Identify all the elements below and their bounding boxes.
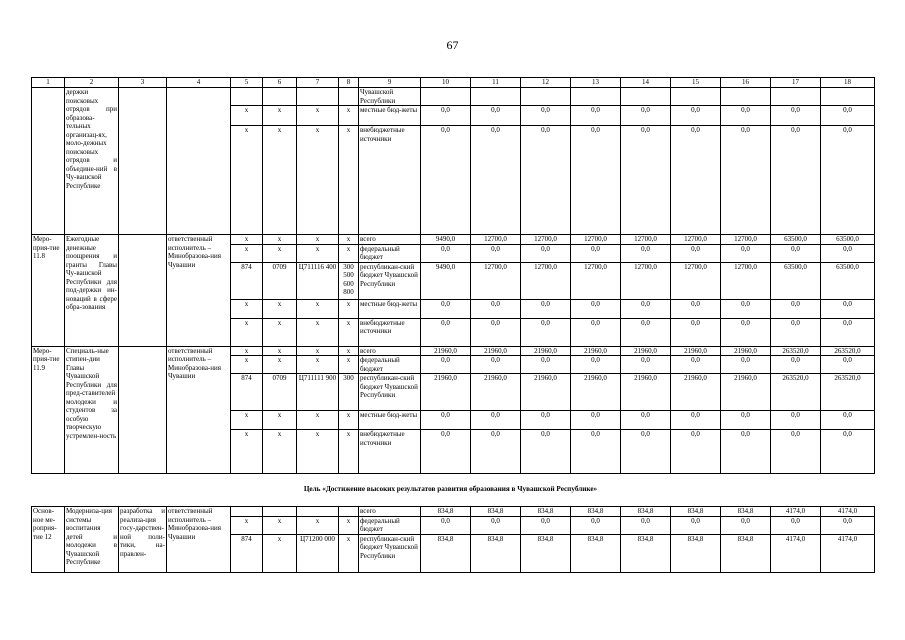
cell-amount: 834,8 [721, 507, 771, 517]
cell-amount: 0,0 [471, 244, 521, 262]
measure-goal [119, 346, 167, 474]
cell-amount: 0,0 [571, 106, 621, 126]
cell-expense-code [339, 507, 359, 517]
column-number: 9 [359, 78, 421, 88]
cell-amount: 21960,0 [471, 374, 521, 411]
cell-amount: 834,8 [721, 534, 771, 572]
cell-amount: 0,0 [471, 318, 521, 346]
cell-amount: 0,0 [821, 411, 875, 430]
cell-amount: 0,0 [571, 318, 621, 346]
cell-gr-code: x [231, 106, 263, 126]
cell-amount: 21960,0 [721, 374, 771, 411]
cell-funding-source: всего [359, 507, 421, 517]
column-number: 3 [119, 78, 167, 88]
column-number: 17 [771, 78, 821, 88]
cell-amount: 0,0 [571, 430, 621, 474]
cell-gr-code: 874 [231, 374, 263, 411]
cell-amount: 0,0 [521, 516, 571, 534]
cell-amount [721, 88, 771, 106]
cell-target-code: x [297, 411, 339, 430]
cell-section-code [263, 88, 297, 106]
cell-amount: 0,0 [821, 430, 875, 474]
cell-amount: 0,0 [821, 356, 875, 374]
measure-name: держки поисковых отрядов при образова-тельных организац-ях, моло-дежных поисковых отрядов и объедине-ний в Чу-вашской Республике [65, 88, 119, 235]
column-number: 10 [421, 78, 471, 88]
cell-amount: 21960,0 [571, 374, 621, 411]
column-number: 11 [471, 78, 521, 88]
table-row [32, 346, 875, 356]
cell-amount: 0,0 [571, 244, 621, 262]
cell-amount: 21960,0 [521, 374, 571, 411]
cell-amount: 0,0 [421, 318, 471, 346]
cell-funding-source: федеральный бюджет [359, 244, 421, 262]
cell-amount [821, 88, 875, 106]
cell-amount: 0,0 [771, 244, 821, 262]
measure-goal [119, 235, 167, 347]
cell-amount: 0,0 [671, 244, 721, 262]
cell-amount: 834,8 [421, 507, 471, 517]
measure-name: Ежегодные денежные поощрения и гранты Главы Чу-вашской Республики для под-держки ин-новаций в сфере обра-зования [65, 235, 119, 347]
cell-section-code: x [263, 411, 297, 430]
measure-name: Специаль-ные стипен-дии Главы Чувашской Республики для пред-ставителей молодежи и студентов за особую творческую устремлен-ность [65, 346, 119, 474]
cell-amount: 834,8 [471, 507, 521, 517]
cell-expense-code: x [339, 411, 359, 430]
cell-amount: 0,0 [721, 244, 771, 262]
cell-gr-code: x [231, 356, 263, 374]
cell-amount: 834,8 [571, 507, 621, 517]
cell-amount: 12700,0 [671, 235, 721, 245]
measure-name: Модерниза-ция системы воспитания детей и молодежи в Чувашской Республике [65, 507, 119, 573]
cell-amount: 0,0 [421, 516, 471, 534]
cell-amount: 834,8 [671, 534, 721, 572]
cell-amount [471, 88, 521, 106]
cell-amount: 12700,0 [721, 235, 771, 245]
cell-amount: 0,0 [821, 106, 875, 126]
cell-amount: 0,0 [521, 356, 571, 374]
cell-funding-source: внебюджетные источники [359, 126, 421, 235]
cell-amount: 0,0 [621, 106, 671, 126]
cell-gr-code: x [231, 235, 263, 245]
measure-goal: разработка и реализа-ция госу-дарствен-ной поли-тики, на-правлен- [119, 507, 167, 573]
cell-target-code: x [297, 235, 339, 245]
cell-amount: 4174,0 [821, 507, 875, 517]
cell-amount: 834,8 [421, 534, 471, 572]
cell-amount: 21960,0 [421, 346, 471, 356]
cell-amount: 0,0 [721, 516, 771, 534]
cell-amount: 0,0 [471, 516, 521, 534]
cell-amount: 0,0 [771, 126, 821, 235]
cell-section-code: 0709 [263, 262, 297, 299]
cell-funding-source: всего [359, 346, 421, 356]
column-number: 16 [721, 78, 771, 88]
cell-amount [571, 88, 621, 106]
cell-expense-code: x [339, 318, 359, 346]
cell-amount: 12700,0 [621, 262, 671, 299]
cell-target-code: x [297, 516, 339, 534]
cell-amount: 0,0 [521, 299, 571, 318]
measure-goal [119, 88, 167, 235]
cell-amount: 834,8 [571, 534, 621, 572]
column-number: 14 [621, 78, 671, 88]
cell-target-code: x [297, 346, 339, 356]
cell-amount: 0,0 [621, 244, 671, 262]
cell-funding-source: республикан-ский бюджет Чувашской Республики [359, 374, 421, 411]
cell-gr-code: 874 [231, 262, 263, 299]
cell-amount: 12700,0 [621, 235, 671, 245]
cell-target-code: Ц71200 000 [297, 534, 339, 572]
cell-amount: 0,0 [771, 516, 821, 534]
cell-amount: 0,0 [671, 126, 721, 235]
column-number: 6 [263, 78, 297, 88]
cell-amount: 4174,0 [771, 507, 821, 517]
cell-amount: 12700,0 [471, 235, 521, 245]
column-number: 13 [571, 78, 621, 88]
cell-funding-source: местные бюд-жеты [359, 106, 421, 126]
column-number: 18 [821, 78, 875, 88]
cell-amount: 0,0 [421, 411, 471, 430]
cell-amount: 834,8 [671, 507, 721, 517]
cell-expense-code: x [339, 235, 359, 245]
measure-number: Основ-ное ме-роприя-тие 12 [32, 507, 65, 573]
measure-number: Меро-прия-тие 11.8 [32, 235, 65, 347]
cell-amount [521, 88, 571, 106]
cell-amount: 63500,0 [771, 235, 821, 245]
cell-gr-code: 874 [231, 534, 263, 572]
cell-amount: 0,0 [571, 126, 621, 235]
cell-amount: 0,0 [621, 516, 671, 534]
cell-amount: 12700,0 [471, 262, 521, 299]
cell-amount: 0,0 [721, 356, 771, 374]
cell-amount: 0,0 [571, 411, 621, 430]
cell-amount: 0,0 [621, 430, 671, 474]
cell-amount: 0,0 [721, 430, 771, 474]
cell-amount: 0,0 [771, 356, 821, 374]
cell-amount: 834,8 [521, 507, 571, 517]
cell-expense-code: x [339, 126, 359, 235]
cell-target-code [297, 507, 339, 517]
cell-section-code: x [263, 356, 297, 374]
cell-amount: 21960,0 [621, 346, 671, 356]
cell-target-code: x [297, 356, 339, 374]
cell-amount: 0,0 [471, 411, 521, 430]
cell-amount: 0,0 [771, 299, 821, 318]
cell-amount: 4174,0 [771, 534, 821, 572]
cell-amount: 21960,0 [421, 374, 471, 411]
cell-gr-code: x [231, 318, 263, 346]
cell-amount: 0,0 [771, 411, 821, 430]
cell-amount: 0,0 [721, 106, 771, 126]
cell-section-code: x [263, 534, 297, 572]
cell-funding-source: внебюджетные источники [359, 430, 421, 474]
cell-amount: 0,0 [471, 430, 521, 474]
cell-gr-code: x [231, 346, 263, 356]
cell-section-code: x [263, 346, 297, 356]
cell-amount: 0,0 [521, 430, 571, 474]
cell-amount: 0,0 [471, 106, 521, 126]
column-number: 15 [671, 78, 721, 88]
cell-amount: 0,0 [671, 106, 721, 126]
cell-amount: 0,0 [721, 318, 771, 346]
cell-expense-code: x [339, 430, 359, 474]
cell-amount: 21960,0 [721, 346, 771, 356]
cell-amount [771, 88, 821, 106]
cell-expense-code [339, 88, 359, 106]
cell-gr-code: x [231, 299, 263, 318]
cell-amount: 834,8 [471, 534, 521, 572]
cell-amount: 63500,0 [821, 235, 875, 245]
cell-amount: 0,0 [471, 126, 521, 235]
cell-amount: 12700,0 [521, 262, 571, 299]
cell-section-code: x [263, 106, 297, 126]
cell-target-code [297, 88, 339, 106]
cell-gr-code [231, 507, 263, 517]
cell-amount: 0,0 [671, 430, 721, 474]
cell-amount: 263520,0 [771, 374, 821, 411]
cell-section-code: x [263, 126, 297, 235]
cell-amount: 63500,0 [771, 262, 821, 299]
measure-number: Меро-прия-тие 11.9 [32, 346, 65, 474]
cell-amount: 0,0 [721, 411, 771, 430]
cell-target-code: x [297, 244, 339, 262]
cell-amount: 0,0 [671, 411, 721, 430]
cell-expense-code: x [339, 346, 359, 356]
cell-amount: 0,0 [421, 126, 471, 235]
cell-amount: 4174,0 [821, 534, 875, 572]
program-table-goal [31, 506, 875, 573]
cell-funding-source: Чувашской Республики [359, 88, 421, 106]
cell-amount: 0,0 [821, 318, 875, 346]
page-number: 67 [446, 38, 459, 52]
goal-heading: Цель «Достижение высоких результатов развития образования в Чувашской Республике» [303, 485, 598, 493]
cell-gr-code: x [231, 411, 263, 430]
program-table [31, 77, 875, 474]
cell-amount: 0,0 [671, 516, 721, 534]
measure-executor: ответственный исполнитель – Минобразова-ния Чувашии [167, 507, 231, 573]
cell-expense-code: x [339, 534, 359, 572]
cell-funding-source: республикан-ский бюджет Чувашской Республики [359, 534, 421, 572]
cell-amount [421, 88, 471, 106]
cell-funding-source: внебюджетные источники [359, 318, 421, 346]
cell-amount: 0,0 [521, 244, 571, 262]
cell-amount: 0,0 [571, 516, 621, 534]
cell-amount: 0,0 [821, 516, 875, 534]
cell-amount: 0,0 [621, 299, 671, 318]
cell-amount: 0,0 [821, 126, 875, 235]
cell-expense-code: x [339, 299, 359, 318]
cell-amount: 0,0 [821, 244, 875, 262]
cell-amount: 21960,0 [521, 346, 571, 356]
cell-gr-code [231, 88, 263, 106]
cell-expense-code: 300 500 600 800 [339, 262, 359, 299]
cell-section-code: x [263, 516, 297, 534]
cell-amount: 0,0 [771, 430, 821, 474]
cell-amount: 0,0 [621, 411, 671, 430]
cell-amount: 0,0 [421, 244, 471, 262]
cell-amount: 0,0 [421, 106, 471, 126]
cell-expense-code: x [339, 356, 359, 374]
cell-amount: 12700,0 [671, 262, 721, 299]
cell-amount: 63500,0 [821, 262, 875, 299]
cell-amount: 0,0 [621, 318, 671, 346]
table-row [32, 88, 875, 106]
cell-amount: 0,0 [771, 318, 821, 346]
column-number: 4 [167, 78, 231, 88]
table-row [32, 507, 875, 517]
cell-expense-code: x [339, 106, 359, 126]
cell-amount: 9490,0 [421, 235, 471, 245]
measure-executor: ответственный исполнитель – Минобразова-ния Чувашии [167, 235, 231, 347]
cell-section-code: x [263, 299, 297, 318]
cell-gr-code: x [231, 430, 263, 474]
cell-amount: 0,0 [471, 356, 521, 374]
cell-amount: 834,8 [621, 507, 671, 517]
cell-section-code: x [263, 430, 297, 474]
cell-amount: 0,0 [721, 126, 771, 235]
measure-number [32, 88, 65, 235]
cell-funding-source: федеральный бюджет [359, 516, 421, 534]
cell-amount: 0,0 [671, 356, 721, 374]
cell-amount: 12700,0 [571, 235, 621, 245]
cell-amount: 0,0 [521, 318, 571, 346]
cell-amount: 0,0 [471, 299, 521, 318]
cell-amount: 9490,0 [421, 262, 471, 299]
cell-amount: 263520,0 [821, 374, 875, 411]
column-number: 7 [297, 78, 339, 88]
cell-section-code: x [263, 244, 297, 262]
cell-amount: 0,0 [421, 430, 471, 474]
cell-amount: 0,0 [821, 299, 875, 318]
cell-target-code: x [297, 126, 339, 235]
cell-gr-code: x [231, 516, 263, 534]
column-number: 2 [65, 78, 119, 88]
cell-funding-source: всего [359, 235, 421, 245]
cell-amount: 263520,0 [771, 346, 821, 356]
cell-target-code: Ц711116 400 [297, 262, 339, 299]
header-row [32, 78, 875, 88]
cell-amount: 0,0 [671, 318, 721, 346]
cell-section-code: x [263, 235, 297, 245]
cell-amount: 0,0 [421, 299, 471, 318]
cell-gr-code: x [231, 126, 263, 235]
cell-amount: 0,0 [521, 411, 571, 430]
cell-amount [671, 88, 721, 106]
cell-amount: 0,0 [771, 106, 821, 126]
cell-section-code: x [263, 318, 297, 346]
column-number: 5 [231, 78, 263, 88]
cell-amount: 0,0 [621, 356, 671, 374]
cell-amount: 0,0 [621, 126, 671, 235]
measure-executor [167, 88, 231, 235]
cell-amount: 0,0 [521, 106, 571, 126]
cell-amount: 21960,0 [471, 346, 521, 356]
cell-amount: 21960,0 [671, 374, 721, 411]
cell-amount: 21960,0 [671, 346, 721, 356]
cell-funding-source: местные бюд-жеты [359, 299, 421, 318]
cell-amount: 0,0 [421, 356, 471, 374]
cell-target-code: x [297, 430, 339, 474]
cell-amount [621, 88, 671, 106]
cell-target-code: Ц711111 900 [297, 374, 339, 411]
cell-expense-code: 300 [339, 374, 359, 411]
cell-section-code [263, 507, 297, 517]
cell-amount: 0,0 [671, 299, 721, 318]
cell-amount: 12700,0 [571, 262, 621, 299]
cell-amount: 263520,0 [821, 346, 875, 356]
column-number: 1 [32, 78, 65, 88]
cell-amount: 12700,0 [521, 235, 571, 245]
cell-amount: 0,0 [521, 126, 571, 235]
cell-amount: 834,8 [621, 534, 671, 572]
cell-target-code: x [297, 299, 339, 318]
cell-amount: 0,0 [721, 299, 771, 318]
cell-amount: 21960,0 [571, 346, 621, 356]
measure-executor: ответственный исполнитель – Минобразова-ния Чувашии [167, 346, 231, 474]
cell-target-code: x [297, 318, 339, 346]
cell-funding-source: федеральный бюджет [359, 356, 421, 374]
column-number: 12 [521, 78, 571, 88]
cell-amount: 0,0 [571, 299, 621, 318]
column-number: 8 [339, 78, 359, 88]
table-row [32, 235, 875, 245]
cell-funding-source: республикан-ский бюджет Чувашской Республики [359, 262, 421, 299]
cell-section-code: 0709 [263, 374, 297, 411]
cell-funding-source: местные бюд-жеты [359, 411, 421, 430]
cell-gr-code: x [231, 244, 263, 262]
cell-amount: 834,8 [521, 534, 571, 572]
cell-amount: 21960,0 [621, 374, 671, 411]
cell-target-code: x [297, 106, 339, 126]
cell-expense-code: x [339, 516, 359, 534]
cell-expense-code: x [339, 244, 359, 262]
cell-amount: 12700,0 [721, 262, 771, 299]
cell-amount: 0,0 [571, 356, 621, 374]
